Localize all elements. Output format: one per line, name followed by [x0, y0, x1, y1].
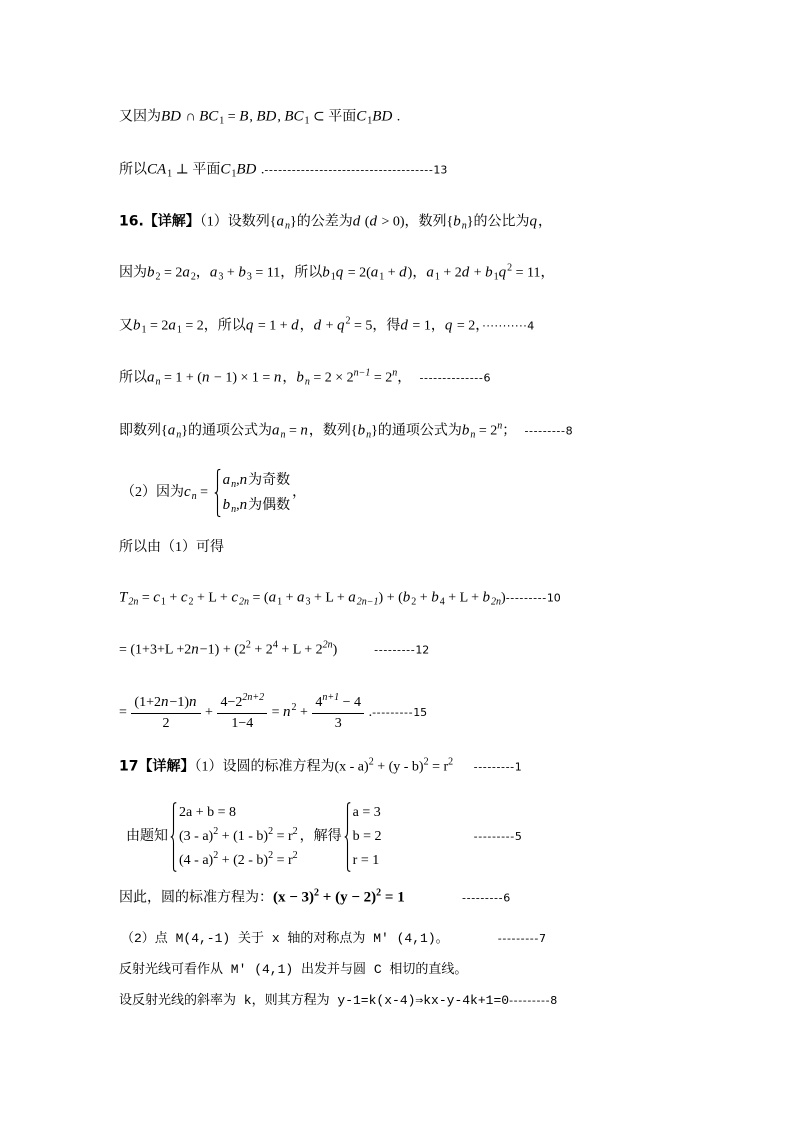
subscript: 1 — [434, 271, 440, 283]
text-run: = — [285, 423, 301, 439]
math-variable: d — [369, 213, 377, 230]
math-variable: BD — [236, 161, 257, 178]
subscript: 1 — [176, 324, 182, 336]
math-variable: b — [322, 264, 330, 281]
problem-16-sum-split — [119, 588, 561, 609]
math-variable: b — [485, 264, 493, 281]
text-run: 2a + b = 8 — [179, 805, 237, 820]
text-run: = 11，所以 — [251, 265, 323, 281]
score-mark: 1 — [514, 760, 522, 774]
subscript: 3 — [218, 271, 224, 283]
superscript: 2 — [268, 850, 274, 861]
brace-system — [214, 468, 291, 518]
score-mark: 6 — [483, 371, 491, 385]
text-run: = — [268, 705, 283, 721]
score-mark: 10 — [546, 591, 561, 605]
math-variable: BC — [199, 108, 219, 125]
brace-system-row — [223, 468, 291, 493]
subscript: n — [231, 479, 237, 490]
brace-system-row — [179, 825, 298, 849]
text-run: }的通项公式为 — [371, 423, 462, 439]
math-variable: n — [239, 497, 248, 513]
superscript: 2 — [448, 756, 454, 768]
math-variable: q — [337, 317, 345, 334]
text-run: ； — [502, 423, 517, 439]
text-run: + — [282, 590, 297, 606]
text-run: = r — [273, 853, 293, 868]
text-run: }的公差为 — [290, 214, 353, 230]
math-variable: a — [147, 369, 155, 386]
superscript: 2 — [245, 639, 251, 651]
subscript: 1 — [277, 596, 283, 608]
subscript: n — [231, 504, 237, 515]
math-variable: c — [184, 484, 191, 501]
subscript: 1 — [367, 115, 373, 127]
superscript: 2n — [322, 639, 333, 651]
math-variable: q — [498, 264, 507, 281]
math-variable: b — [482, 589, 491, 606]
subscript: 3 — [305, 596, 311, 608]
text-run: = 2 — [475, 423, 498, 439]
text-run: ) — [501, 590, 506, 606]
text-run: = 5，得 — [350, 318, 401, 334]
text-run: −1) — [169, 695, 190, 710]
score-leader: --------- — [516, 424, 566, 438]
fraction — [217, 693, 267, 734]
math-variable: a — [222, 472, 231, 488]
math-variable: n — [201, 369, 210, 386]
bold-math: = 1 — [381, 889, 405, 906]
superscript: 4 — [272, 639, 278, 651]
text-run: = 2， — [453, 318, 483, 334]
text-run: 1−4 — [231, 715, 254, 731]
text-run: = 2 — [146, 318, 169, 334]
text-run: ) + ( — [378, 590, 403, 606]
text-run: (1+2 — [134, 695, 161, 710]
text-run: + 2 — [250, 642, 273, 658]
subscript: 2 — [190, 271, 196, 283]
score-mark: 13 — [433, 163, 448, 177]
text-run: （1）设数列{ — [199, 214, 277, 230]
math-variable: a — [168, 317, 176, 334]
text-run: . — [257, 162, 265, 178]
subscript: 1 — [160, 596, 166, 608]
left-brace — [214, 469, 221, 517]
subscript: n — [366, 429, 372, 441]
superscript: 2 — [268, 826, 274, 837]
math-variable: c — [231, 589, 238, 606]
score-leader: --------- — [448, 932, 539, 945]
text-run: + — [322, 318, 338, 334]
text-run: + — [223, 265, 239, 281]
problem-17-part2-reflection-point — [121, 929, 546, 949]
brace-system-row — [353, 801, 382, 825]
text-run: )， — [407, 265, 427, 281]
problem-16-given-conditions — [119, 263, 555, 284]
fraction-denominator — [131, 714, 200, 734]
text-run: (4 - a) — [179, 853, 214, 868]
math-variable: q — [335, 264, 344, 281]
score-leader: -------------- — [411, 371, 484, 385]
text-run: . — [365, 705, 373, 721]
math-variable: b — [133, 317, 141, 334]
score-leader: --------- — [372, 706, 414, 720]
text-run: + — [201, 705, 217, 721]
text-run: . — [393, 109, 401, 125]
math-variable: q — [245, 317, 254, 334]
subscript: n — [285, 220, 291, 232]
text-run: ，解得 — [299, 829, 342, 845]
subscript: 1 — [330, 271, 336, 283]
text-run: + — [296, 705, 312, 721]
text-run: 所以由（1）可得 — [119, 540, 224, 555]
problem-16-sum-result — [119, 692, 427, 734]
text-run: 即数列{ — [119, 423, 168, 439]
text-run: ，数列{ — [308, 423, 358, 439]
text-run: = — [138, 590, 154, 606]
score-mark: 4 — [527, 319, 535, 333]
proof-step-intersection — [119, 107, 400, 128]
score-mark: 12 — [415, 643, 430, 657]
text-run: = 2 — [160, 265, 183, 281]
math-variable: T — [119, 589, 128, 606]
fraction — [312, 693, 364, 734]
text-run: = 2( — [344, 265, 371, 281]
text-run: = — [119, 705, 131, 721]
score-leader: --------- — [383, 830, 515, 844]
score-mark: 8 — [550, 994, 558, 1007]
text-run: = (1+3+L +2 — [119, 642, 192, 658]
text-run: − 4 — [339, 694, 362, 710]
score-leader: ··········· — [482, 319, 528, 333]
score-leader: ------------------------------------- — [264, 163, 434, 177]
subscript: n — [191, 491, 197, 503]
text-run: = 2，所以 — [181, 318, 246, 334]
superscript: n−1 — [353, 367, 371, 379]
text-run: + — [384, 265, 400, 281]
subscript: n — [461, 220, 467, 232]
math-variable: q — [444, 317, 453, 334]
superscript: 2 — [314, 887, 320, 899]
superscript: 2 — [213, 826, 219, 837]
text-run: = 11， — [512, 265, 555, 281]
subscript: 2n — [128, 596, 139, 608]
math-variable: b — [222, 497, 231, 513]
math-variable: b — [431, 589, 439, 606]
math-variable: d — [352, 213, 361, 230]
text-run: ⊂ 平面 — [309, 109, 357, 125]
text-run: 4 — [315, 694, 323, 710]
left-brace — [344, 802, 351, 872]
text-run: (3 - a) — [179, 829, 214, 844]
problem-17-equation-system — [126, 801, 522, 873]
problem-17-part1-setup — [119, 757, 522, 778]
math-variable: b — [147, 264, 155, 281]
superscript: 2 — [291, 702, 297, 714]
bold-heading: 17【详解】 — [119, 758, 195, 775]
score-mark: 15 — [413, 706, 428, 720]
fraction-numerator — [312, 693, 364, 714]
math-variable: BC — [284, 108, 304, 125]
problem-17-circle-equation — [119, 888, 510, 909]
subscript: 2n — [239, 596, 249, 608]
text-run: + (y - b) — [373, 759, 424, 775]
math-variable: n — [300, 422, 308, 439]
superscript: n — [497, 420, 503, 432]
fraction — [131, 692, 200, 734]
subscript: 2n−1 — [356, 596, 379, 608]
mono-text: 设反射光线的斜率为 k，则其方程为 y-1=k(x-4)⇒kx-y-4k+1=0 — [119, 993, 510, 1008]
math-variable: q — [529, 213, 537, 230]
superscript: n+1 — [322, 691, 340, 703]
math-variable: n — [189, 694, 197, 710]
text-run: > 0)，数列{ — [377, 214, 454, 230]
text-run: ( — [361, 214, 370, 230]
subscript: 1 — [379, 271, 385, 283]
math-variable: n — [273, 369, 282, 386]
score-leader: --------- — [337, 643, 416, 657]
problem-16-part2-cn-definition — [121, 468, 306, 518]
text-run: 为奇数 — [248, 473, 291, 488]
math-variable: b — [402, 589, 411, 606]
text-run: + — [416, 590, 432, 606]
text-run: ∩ — [182, 109, 200, 125]
superscript: 2 — [213, 850, 219, 861]
text-run: = r — [273, 829, 293, 844]
math-variable: CA — [147, 161, 167, 178]
superscript: 2 — [423, 756, 429, 768]
problem-16-general-terms — [119, 368, 490, 389]
text-run: 2 — [162, 716, 170, 731]
text-run: = 2 — [370, 370, 393, 386]
text-run: , — [236, 473, 240, 488]
subscript: n — [176, 429, 182, 441]
math-variable: a — [271, 422, 280, 439]
text-run: 又 — [119, 318, 133, 334]
brace-system-row — [353, 849, 382, 873]
fraction-numerator — [217, 693, 267, 714]
math-variable: b — [238, 264, 246, 281]
math-variable: C — [220, 161, 231, 178]
score-mark: 5 — [514, 830, 522, 844]
math-variable: n — [160, 694, 169, 710]
subscript: 2n — [491, 596, 502, 608]
subscript: n — [470, 429, 476, 441]
text-run: + — [165, 590, 181, 606]
text-run: 由题知 — [126, 829, 168, 845]
text-run: + L + 2 — [277, 642, 323, 658]
score-leader: --------- — [404, 891, 504, 905]
subscript: 1 — [304, 115, 310, 127]
math-variable: d — [399, 264, 407, 281]
subscript: n — [155, 376, 161, 388]
text-run: b = 2 — [352, 829, 382, 844]
text-run: = — [224, 109, 240, 125]
mono-text: （2）点 M(4,-1) 关于 x 轴的对称点为 M′ (4,1)。 — [121, 931, 449, 946]
subscript: n — [304, 376, 310, 388]
text-run: 3 — [334, 715, 342, 731]
superscript: 2 — [368, 756, 374, 768]
superscript: 2 — [292, 826, 298, 837]
text-run: 因此，圆的标准方程为： — [119, 890, 273, 906]
mono-text: 反射光线可看作从 M′ (4,1) 出发并与圆 C 相切的直线。 — [119, 962, 468, 977]
subscript: 1 — [219, 115, 225, 127]
problem-16-part2-intro — [119, 538, 224, 558]
superscript: n — [392, 367, 398, 379]
text-run: + (1 - b) — [218, 829, 269, 844]
text-run: 4−2 — [220, 694, 243, 710]
text-run: }的通项公式为 — [181, 423, 272, 439]
text-run: ⊥ 平面 — [172, 162, 221, 178]
text-run: r = 1 — [352, 853, 380, 868]
subscript: n — [280, 429, 286, 441]
problem-16-sum-expanded — [119, 640, 429, 661]
text-run: , — [277, 109, 285, 125]
text-run: = 1 + ( — [160, 370, 202, 386]
math-variable: n — [191, 641, 199, 658]
text-run: , — [249, 109, 257, 125]
math-variable: a — [370, 264, 379, 281]
math-variable: b — [357, 422, 366, 439]
superscript: 2 — [292, 850, 298, 861]
score-leader: --------- — [453, 760, 515, 774]
text-run: + (2 - b) — [218, 853, 269, 868]
math-variable: d — [461, 264, 470, 281]
math-variable: a — [296, 589, 305, 606]
brace-system — [344, 801, 382, 873]
text-run: ， — [397, 370, 412, 386]
problem-16-part1-setup — [119, 212, 552, 233]
text-run: = 2 × 2 — [309, 370, 354, 386]
text-run: , — [236, 498, 240, 513]
math-variable: a — [268, 589, 277, 606]
score-mark: 6 — [503, 891, 511, 905]
problem-16-solve-d-q — [119, 316, 534, 337]
proof-conclusion-perpendicular — [119, 160, 447, 181]
bold-heading: 16.【详解】 — [119, 213, 200, 230]
bold-math: + (y − 2) — [319, 889, 377, 906]
text-run: = r — [428, 759, 449, 775]
text-run: + L + — [193, 590, 232, 606]
problem-17-slope-equation — [119, 991, 557, 1011]
brace-system — [170, 801, 298, 873]
superscript: 2 — [345, 315, 351, 327]
score-leader: --------- — [509, 994, 551, 1007]
text-run: = — [196, 485, 212, 501]
subscript: 2 — [155, 271, 161, 283]
text-run: ， — [282, 370, 297, 386]
text-run: + L + — [310, 590, 349, 606]
score-mark: 8 — [565, 424, 573, 438]
math-variable: d — [400, 317, 408, 334]
math-variable: a — [209, 264, 218, 281]
text-run: }的公比为 — [466, 214, 530, 230]
math-variable: c — [180, 589, 188, 606]
text-run: ， — [195, 265, 210, 281]
text-run: ， — [537, 214, 552, 230]
math-variable: a — [276, 213, 285, 230]
score-leader: --------- — [505, 591, 547, 605]
math-variable: a — [348, 589, 356, 606]
brace-system-row — [179, 849, 298, 873]
text-run: （2）因为 — [121, 485, 184, 501]
text-run: + — [470, 265, 486, 281]
text-run: + L + — [444, 590, 483, 606]
math-variable: n — [283, 704, 291, 721]
text-run: = 1， — [408, 318, 445, 334]
math-variable: n — [239, 472, 248, 488]
subscript: 3 — [246, 271, 252, 283]
math-variable: BD — [161, 108, 181, 125]
subscript: 1 — [167, 168, 173, 180]
text-run: ， — [292, 485, 307, 501]
math-variable: a — [167, 422, 176, 439]
text-run: （1）设圆的标准方程为(x - a) — [194, 759, 369, 775]
subscript: 2 — [411, 596, 417, 608]
math-variable: a — [426, 264, 434, 281]
fraction-denominator — [217, 714, 267, 734]
problem-16-formula-summary — [119, 421, 573, 442]
text-run: 所以 — [119, 162, 147, 178]
text-run: 为偶数 — [248, 498, 291, 513]
math-variable: b — [461, 422, 470, 439]
subscript: 1 — [141, 324, 147, 336]
brace-system-row — [179, 801, 298, 825]
text-run: = 1 + — [254, 318, 292, 334]
math-variable: C — [356, 108, 367, 125]
math-variable: B — [239, 108, 249, 125]
subscript: 1 — [231, 168, 237, 180]
math-variable: BD — [372, 108, 393, 125]
text-run: 所以 — [119, 370, 147, 386]
subscript: 1 — [493, 271, 499, 283]
text-run: + 2 — [439, 265, 462, 281]
text-run: a = 3 — [352, 805, 381, 820]
brace-system-row — [223, 493, 291, 518]
math-variable: BD — [256, 108, 277, 125]
brace-system-row — [353, 825, 382, 849]
bold-math: (x − 3) — [273, 889, 315, 906]
score-mark: 7 — [538, 932, 546, 945]
text-run: ) — [332, 642, 338, 658]
text-run: 因为 — [119, 265, 147, 281]
math-variable: c — [153, 589, 160, 606]
superscript: 2 — [507, 262, 513, 274]
text-run: = ( — [249, 590, 269, 606]
math-variable: d — [291, 317, 299, 334]
fraction-numerator — [131, 692, 200, 714]
superscript: 2 — [376, 887, 382, 899]
text-run: ， — [299, 318, 314, 334]
text-run: 又因为 — [119, 109, 161, 125]
subscript: 2 — [188, 596, 194, 608]
fraction-denominator — [312, 714, 364, 734]
left-brace — [170, 802, 177, 872]
subscript: 4 — [439, 596, 445, 608]
text-run: − 1) × 1 = — [210, 370, 274, 386]
math-variable: b — [296, 369, 304, 386]
math-variable: b — [453, 213, 461, 230]
math-variable: d — [313, 317, 322, 334]
text-run: −1) + (2 — [199, 642, 246, 658]
superscript: 2n+2 — [242, 691, 265, 703]
problem-17-reflected-ray-note — [119, 960, 467, 980]
math-variable: a — [182, 264, 190, 281]
